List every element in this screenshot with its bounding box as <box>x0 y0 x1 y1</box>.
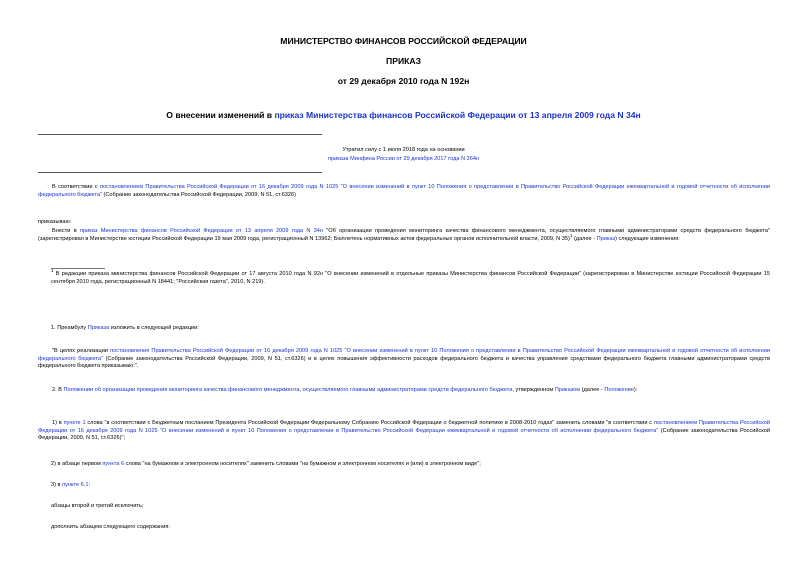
subitem-2-suffix: слова "на бумажном и электронном носителях" заменить словами "на бумажном и электронном носителях и (или) в электронном виде"; <box>124 461 481 467</box>
footnote-divider <box>51 268 105 269</box>
preamble-suffix: (Собрание законодательства Российской Федерации, 2009, N 51, ст.6326) и в целях повышения эффективности расходов федерального бюджета и качества управления средствами федерального бюджета главными администраторами средств федерального бюджета приказываю:". <box>38 355 770 370</box>
basis-suffix: (Собрание законодательства Российской Федерации, 2009, N 51, ст.6326) <box>101 191 296 198</box>
subitem-1-suffix: (Собрание законодательства Российской Федерации, 2009, N 51, ст.6326)"; <box>38 427 770 442</box>
date-number-heading: от 29 декабря 2010 года N 192н <box>337 76 470 86</box>
item-2-order-link[interactable]: Приказом <box>554 387 581 393</box>
regulation-short-link[interactable]: Положение <box>604 387 634 393</box>
preamble-resolution-link[interactable]: постановления Правительства Российской Федерации от 16 декабря 2009 года N 1025 "О внесении изменений в пункт 10 Положения о представлении в Правительство Российской Федерации ежеквартальной и годовой отчетности об исполнении федерального бюджета" <box>38 348 771 362</box>
basis-prefix: В соответствии с <box>52 184 100 190</box>
status-line-1: Утратил силу с 1 июля 2018 года на основании <box>342 147 465 153</box>
amend-text-2: (далее - <box>572 235 597 242</box>
item-2-text: , утвержденном <box>512 387 555 393</box>
item-2-suffix: ): <box>633 387 638 393</box>
footnote-text: В редакции приказа министерства финансов Российской Федерации от 17 августа 2010 года N 92н "О внесении изменений в отдельные приказы Министерства финансов Российской Федерации" (зарегистрирован в Министерстве юстиции Российской Федерации 15 сентября 2010 года, регистрационный N 18441; "Российская газета", 2010, N 219). <box>51 271 770 285</box>
subitem-2 <box>51 461 481 469</box>
item-1-order-link[interactable]: Приказа <box>87 325 110 331</box>
item-1-suffix: изложить в следующей редакции: <box>109 325 199 331</box>
point-6-1-link[interactable]: пункте 6.1 <box>62 482 89 488</box>
item-2-text-2: (далее - <box>580 387 605 393</box>
ministry-heading: МИНИСТЕРСТВО ФИНАНСОВ РОССИЙСКОЙ ФЕДЕРАЦИИ <box>280 36 527 46</box>
item-2-prefix: 2. В <box>52 387 64 393</box>
subitem-1-paragraph <box>38 420 770 443</box>
divider-bottom <box>38 172 322 173</box>
amend-prefix: Внести в <box>52 228 80 234</box>
footnote-mark: 1 <box>51 268 54 274</box>
amend-paragraph <box>38 228 770 243</box>
subitem-3-prefix: 3) в <box>51 482 63 488</box>
document-title <box>0 110 807 120</box>
regulation-link[interactable]: Положении об организации проведения мониторинга качества финансового менеджмента, осуществляемого главными администраторами средств федерального бюджета <box>63 387 513 393</box>
item-1 <box>51 325 199 333</box>
divider-top <box>38 134 322 135</box>
preamble-paragraph <box>38 348 770 371</box>
basis-resolution-link[interactable]: постановлением Правительства Российской Федерации от 16 декабря 2009 года N 1025 "О внесении изменений в пункт 10 Положения о представлении в Правительство Российской Федерации ежеквартальной и годовой отчетности об исполнении федерального бюджета" <box>38 184 771 198</box>
doc-type-heading: ПРИКАЗ <box>386 56 421 66</box>
point-6-link[interactable]: пункта 6 <box>102 461 125 467</box>
order-word: приказываю: <box>38 219 72 225</box>
title-prefix: О внесении изменений в <box>166 110 275 120</box>
amend-order-short-link[interactable]: Приказ <box>596 235 616 242</box>
repeal-order-link[interactable]: приказа Минфина России от 29 декабря 2017 года N 264н <box>327 156 480 162</box>
amend-text: "Об организации проведения мониторинга качества финансового менеджмента, осуществляемого главными администраторами средств федерального бюджета" (зарегистрирован в Министерстве юстиции Российской Федерации 19 мая 2009 года, регистрационный N 13962; Бюллетень нормативных актов федеральных органов исполнительной власти, 2009, N 35) <box>38 228 771 242</box>
footnote-paragraph <box>51 268 770 286</box>
preamble-prefix: "В целях реализации <box>52 348 111 354</box>
item-1-prefix: 1. Преамбулу <box>51 325 88 331</box>
subitem-1-text: слова "в соответствии с Бюджетным посланием Президента Российской Федерации Федеральному Собранию Российской Федерации о бюджетной политике в 2008-2010 годах" заменить словами "в соответствии с <box>85 420 654 426</box>
basis-paragraph <box>38 184 770 199</box>
subitem-3-exclude: абзацы второй и третий исключить; <box>51 503 144 509</box>
subitem-1-prefix: 1) в <box>52 420 64 426</box>
subitem-2-prefix: 2) в абзаце первом <box>51 461 103 467</box>
point-1-link[interactable]: пункте 1 <box>63 420 86 426</box>
title-amended-order-link[interactable]: приказ Министерства финансов Российской Федерации от 13 апреля 2009 года N 34н <box>274 110 641 120</box>
amend-suffix: ) следующие изменения: <box>615 235 680 242</box>
item-2-paragraph <box>38 387 770 395</box>
subitem-3-add: дополнить абзацем следующего содержания: <box>51 524 170 530</box>
amend-order-link[interactable]: приказ Министерства финансов Российской Федерации от 13 апреля 2009 года N 34н <box>79 228 324 234</box>
subitem-3 <box>51 482 90 490</box>
status-line-2 <box>0 155 807 163</box>
subitem-1-resolution-link[interactable]: постановлением Правительства Российской Федерации от 16 декабря 2009 года N 1025 "О внесении изменений в пункт 10 Положения о представлении в Правительство Российской Федерации ежеквартальной и годовой отчетности об исполнении федерального бюджета" <box>38 420 770 434</box>
footnote-ref: 1 <box>569 232 573 238</box>
subitem-3-suffix: : <box>88 482 90 488</box>
